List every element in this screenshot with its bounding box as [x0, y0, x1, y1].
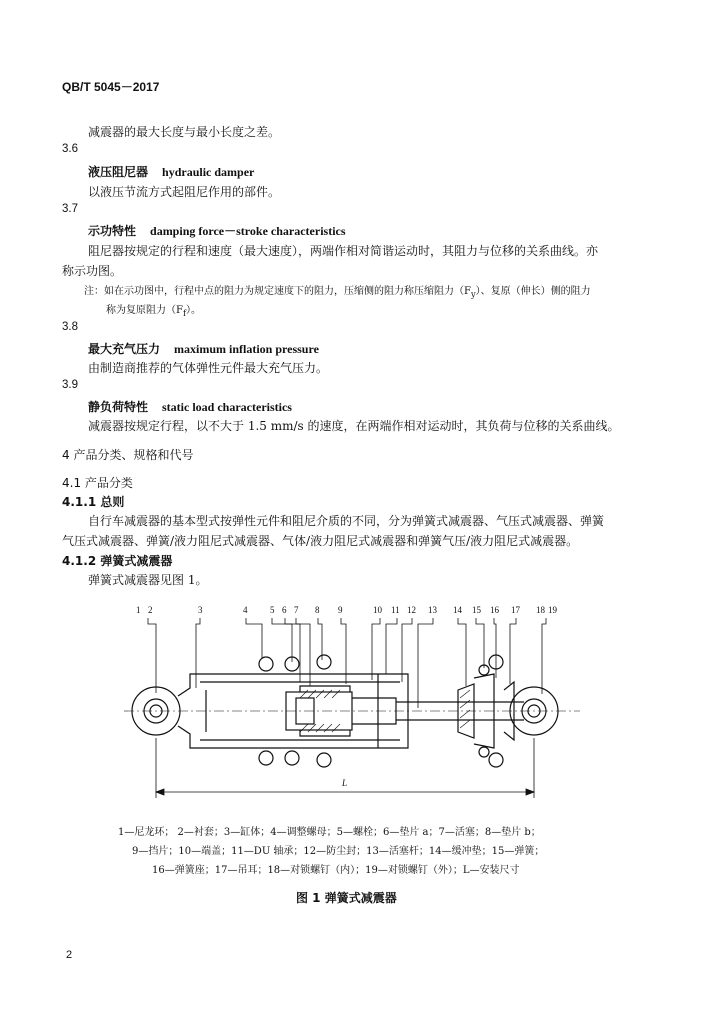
term-en: hydraulic damper — [162, 165, 255, 179]
term-3-9 — [88, 398, 292, 415]
callout-6: 6 — [282, 605, 287, 615]
note-text: ）、复原（伸长）侧的阻力 — [475, 286, 591, 297]
term-cn: 液压阻尼器 — [88, 165, 149, 179]
definition-3-9: 减震器按规定行程，以不大于 1.5 mm/s 的速度，在两端作相对运动时，其负荷与位移的关系曲线。 — [88, 419, 620, 433]
callout-10: 10 — [373, 605, 382, 615]
callout-9: 9 — [338, 605, 343, 615]
dimension-line — [156, 738, 534, 798]
figure-caption-line2: 9—挡片；10—端盖；11—DU 轴承；12—防尘封；13—活塞杆；14—缓冲垫；15—弹簧； — [132, 846, 545, 857]
section-heading-4-1: 4.1 产品分类 — [62, 476, 133, 490]
callout-4: 4 — [243, 605, 248, 615]
definition-3-6: 以液压节流方式起阻尼作用的部件。 — [88, 185, 281, 199]
section-heading-4-1-1: 4.1.1 总则 — [62, 495, 125, 509]
callout-18: 18 — [536, 605, 545, 615]
definition-3-7-line1: 阻尼器按规定的行程和速度（最大速度），两端作相对简谐运动时，其阻力与位移的关系曲线。亦 — [88, 244, 599, 258]
note-text: 称为复原阻力（F — [106, 305, 183, 316]
callout-14: 14 — [453, 605, 462, 615]
callout-5: 5 — [270, 605, 275, 615]
figure-caption-line3: 16—弹簧座；17—吊耳；18—对锁螺钉（内）；19—对锁螺钉（外）；L—安装尺寸 — [152, 865, 520, 876]
note-subscript: f — [182, 308, 187, 318]
note-text: 注：如在示功图中，行程中点的阻力为规定速度下的阻力，压缩侧的阻力称压缩阻力（F — [84, 286, 471, 297]
callout-2: 2 — [148, 605, 153, 615]
callout-19: 19 — [548, 605, 557, 615]
term-en: static load characteristics — [162, 400, 292, 414]
term-3-8 — [88, 340, 319, 357]
section-number-3-8: 3.8 — [62, 321, 78, 333]
callout-1: 1 — [136, 605, 141, 615]
figure-caption-line1: 1—尼龙环； 2—衬套；3—缸体；4—调整螺母；5—螺栓；6—垫片 a；7—活塞；8—垫片 b； — [118, 827, 541, 838]
callout-17: 17 — [511, 605, 520, 615]
paragraph-4-1-2: 弹簧式减震器见图 1。 — [88, 573, 208, 587]
definition-3-7-line2: 称示功图。 — [62, 264, 123, 278]
callout-leaders — [148, 618, 546, 708]
definition-3-8: 由制造商推荐的气体弹性元件最大充气压力。 — [88, 361, 329, 375]
term-en: maximum inflation pressure — [174, 342, 319, 356]
paragraph-4-1-1-line1: 自行车减震器的基本型式按弹性元件和阻尼介质的不同，分为弹簧式减震器、气压式减震器、弹簧 — [88, 514, 605, 528]
chapter-heading-4: 4 产品分类、规格和代号 — [62, 448, 194, 462]
term-en: damping force－stroke characteristics — [150, 224, 346, 238]
section-number-3-7: 3.7 — [62, 203, 78, 215]
callout-8: 8 — [315, 605, 320, 615]
note-text: ）。 — [186, 305, 202, 316]
page-number: 2 — [66, 949, 73, 961]
term-cn: 最大充气压力 — [88, 342, 161, 356]
callout-7: 7 — [294, 605, 299, 615]
standard-number: QB/T 5045－2017 — [62, 80, 160, 94]
term-3-7 — [88, 222, 346, 239]
callout-13: 13 — [428, 605, 437, 615]
callout-15: 15 — [472, 605, 481, 615]
term-3-6 — [88, 163, 254, 180]
section-number-3-6: 3.6 — [62, 143, 78, 155]
paragraph-line: 减震器的最大长度与最小长度之差。 — [88, 125, 281, 139]
callout-12: 12 — [407, 605, 416, 615]
figure-title: 图 1 弹簧式减震器 — [296, 891, 397, 905]
section-number-3-9: 3.9 — [62, 379, 78, 391]
dimension-label-L: L — [342, 778, 348, 788]
spring-shock-absorber-drawing — [0, 598, 703, 810]
note-3-7-line2 — [106, 301, 201, 318]
section-heading-4-1-2: 4.1.2 弹簧式减震器 — [62, 554, 173, 568]
term-cn: 示功特性 — [88, 224, 137, 238]
note-subscript: y — [470, 289, 476, 299]
term-cn: 静负荷特性 — [88, 400, 149, 414]
callout-3: 3 — [198, 605, 203, 615]
paragraph-4-1-1-line2: 气压式减震器、弹簧/液力阻尼式减震器、气体/液力阻尼式减震器和弹簧气压/液力阻尼式减震器。 — [62, 534, 579, 548]
note-3-7-line1 — [84, 282, 591, 299]
callout-16: 16 — [490, 605, 499, 615]
callout-11: 11 — [391, 605, 400, 615]
